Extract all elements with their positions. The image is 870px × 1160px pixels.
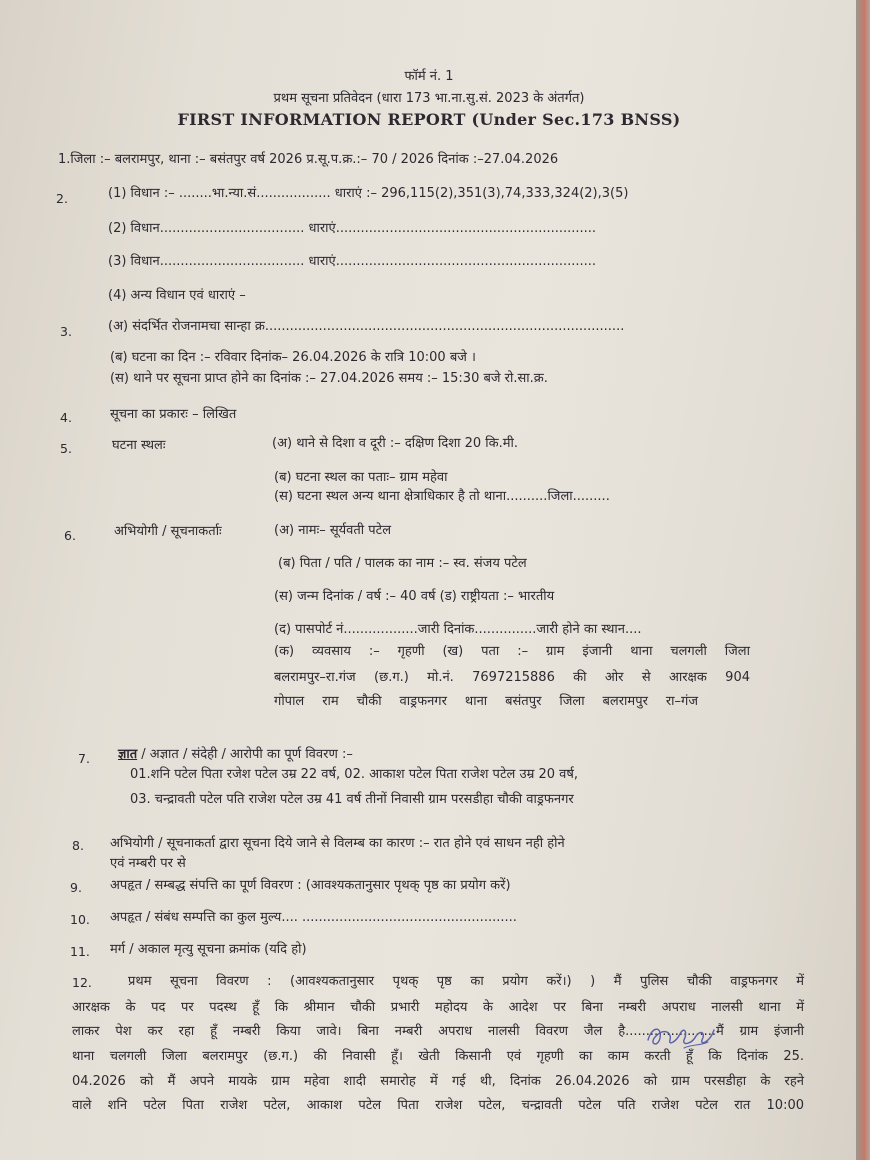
item10-number: 10.	[70, 912, 90, 927]
item5-label: घटना स्थलः	[112, 438, 166, 453]
handwritten-signature	[644, 1022, 718, 1052]
item12-number: 12.	[72, 975, 92, 990]
item6-number: 6.	[64, 528, 76, 543]
item2-act-3: (3) विधान................................... धाराएं...............................................................	[108, 254, 597, 269]
item9-number: 9.	[70, 880, 82, 895]
item5-other-jurisdiction: (स) घटना स्थल अन्य थाना क्षेत्राधिकार है तो थाना..........जिला.........	[274, 489, 610, 504]
form-number: फॉर्म नं. 1	[404, 69, 454, 84]
item8-delay-reason-1: अभियोगी / सूचनाकर्ता द्वारा सूचना दिये जाने से विलम्ब का कारण :– रात होने एवं साधन नही होने	[110, 836, 565, 851]
item10-property-value: अपहृत / संबंध सम्पत्ति का कुल मुल्य.... ....................................................	[110, 910, 517, 925]
item7-heading	[118, 747, 353, 763]
item9-property-details: अपहृत / सम्बद्ध संपत्ति का पूर्ण विवरण : (आवश्यकतानुसार पृथक् पृष्ठ का प्रयोग करें)	[110, 878, 511, 893]
form-title: FIRST INFORMATION REPORT (Under Sec.173 BNSS)	[177, 110, 681, 129]
item12-statement-line-6: वाले शनि पटेल पिता राजेश पटेल, आकाश पटेल पिता राजेश पटेल, चन्द्रावती पटेल पति राजेश पटेल रात 10:00	[72, 1098, 804, 1113]
item5-direction-distance: (अ) थाने से दिशा व दूरी :– दक्षिण दिशा 20 कि.मी.	[272, 436, 519, 451]
item6-age-nationality: (स) जन्म दिनांक / वर्ष :– 40 वर्ष (ड) राष्ट्रीयता :– भारतीय	[274, 589, 555, 604]
item7-known-option: ज्ञात	[118, 747, 138, 762]
item3-received-date: (स) थाने पर सूचना प्राप्त होने का दिनांक :– 27.04.2026 समय :– 15:30 बजे रो.सा.क्र.	[110, 371, 548, 386]
item3-number: 3.	[60, 324, 72, 339]
item6-label: अभियोगी / सूचनाकर्ताः	[114, 524, 222, 539]
item12-statement-line-3: लाकर पेश कर रहा हूँ नम्बरी किया जावे। बिना नम्बरी अपराध नालसी विवरण जैल है......................मैं ग्राम इंजानी	[72, 1024, 804, 1039]
item4-info-type: सूचना का प्रकारः – लिखित	[110, 407, 237, 422]
item2-act-1: (1) विधान :– ........भा.न्या.सं.................. धाराएं :– 296,115(2),351(3),74,333,324(2),3(5)	[108, 186, 629, 201]
item7-accused-line-2: 03. चन्द्रावती पटेल पति राजेश पटेल उम्र 41 वर्ष तीनों निवासी ग्राम परसडीहा चौकी वाड्रफनगर	[130, 792, 574, 807]
item11-death-info: मर्ग / अकाल मृत्यु सूचना क्रमांक (यदि हो)	[110, 942, 307, 957]
item7-heading-rest: / अज्ञात / संदेही / आरोपी का पूर्ण विवरण :–	[137, 747, 353, 762]
item3-diary-ref: (अ) संदर्भित रोजनामचा सान्हा क्र.......................................................................................	[108, 319, 625, 334]
item6-address-mobile: बलरामपुर–रा.गंज (छ.ग.) मो.नं. 7697215886 की ओर से आरक्षक 904	[274, 670, 750, 685]
item6-guardian-name: (ब) पिता / पति / पालक का नाम :– स्व. संजय पटेल	[278, 556, 527, 571]
item6-complainant-name: (अ) नामः– सूर्यवती पटेल	[274, 523, 392, 538]
item5-incident-address: (ब) घटना स्थल का पताः– ग्राम महेवा	[274, 470, 448, 485]
form-subtitle: प्रथम सूचना प्रतिवेदन (धारा 173 भा.ना.सु.सं. 2023 के अंतर्गत)	[273, 91, 585, 106]
page-edge-background	[856, 0, 870, 1160]
item7-number: 7.	[78, 751, 90, 766]
item6-occupation-address: (क) व्यवसाय :– गृहणी (ख) पता :– ग्राम इंजानी थाना चलगली जिला	[274, 644, 750, 659]
item8-delay-reason-2: एवं नम्बरी पर से	[110, 856, 186, 871]
item3-incident-day: (ब) घटना का दिन :– रविवार दिनांक– 26.04.2026 के रात्रि 10:00 बजे ।	[110, 350, 476, 365]
item6-passport: (द) पासपोर्ट नं..................जारी दिनांक...............जारी होने का स्थान....	[274, 622, 642, 637]
item1-district-line: 1.जिला :– बलरामपुर, थाना :– बसंतपुर वर्ष 2026 प्र.सू.प.क्र.:– 70 / 2026 दिनांक :–27.04.2026	[58, 152, 559, 167]
item2-act-4: (4) अन्य विधान एवं धाराएं –	[108, 288, 246, 303]
item8-number: 8.	[72, 838, 84, 853]
item2-act-2: (2) विधान................................... धाराएं...............................................................	[108, 221, 597, 236]
item7-accused-line-1: 01.शनि पटेल पिता रजेश पटेल उम्र 22 वर्ष, 02. आकाश पटेल पिता राजेश पटेल उम्र 20 वर्ष,	[130, 767, 579, 782]
item4-number: 4.	[60, 410, 72, 425]
item11-number: 11.	[70, 944, 90, 959]
item5-number: 5.	[60, 441, 72, 456]
item12-statement-line-2: आरक्षक के पद पर पदस्थ हूँ कि श्रीमान चौकी प्रभारी महोदय के आदेश पर बिना नम्बरी अपराध नालसी थाना में	[72, 1000, 804, 1015]
item12-statement-line-5: 04.2026 को मैं अपने मायके ग्राम महेवा शादी समारोह में गई थी, दिनांक 26.04.2026 को ग्राम परसडीहा के रहने	[72, 1074, 804, 1089]
item12-statement-line-4: थाना चलगली जिला बलरामपुर (छ.ग.) की निवासी हूँ। खेती किसानी एवं गृहणी का काम करती हूँ कि दिनांक 25.	[72, 1049, 804, 1064]
item12-statement-line-1: प्रथम सूचना विवरण : (आवश्यकतानुसार पृथक् पृष्ठ का प्रयोग करें।) ) मैं पुलिस चौकी वाड्रफनगर में	[128, 974, 804, 989]
item2-number: 2.	[56, 191, 68, 206]
item6-constable-line: गोपाल राम चौकी वाड्रफनगर थाना बसंतपुर जिला बलरामपुर रा–गंज	[274, 694, 698, 709]
